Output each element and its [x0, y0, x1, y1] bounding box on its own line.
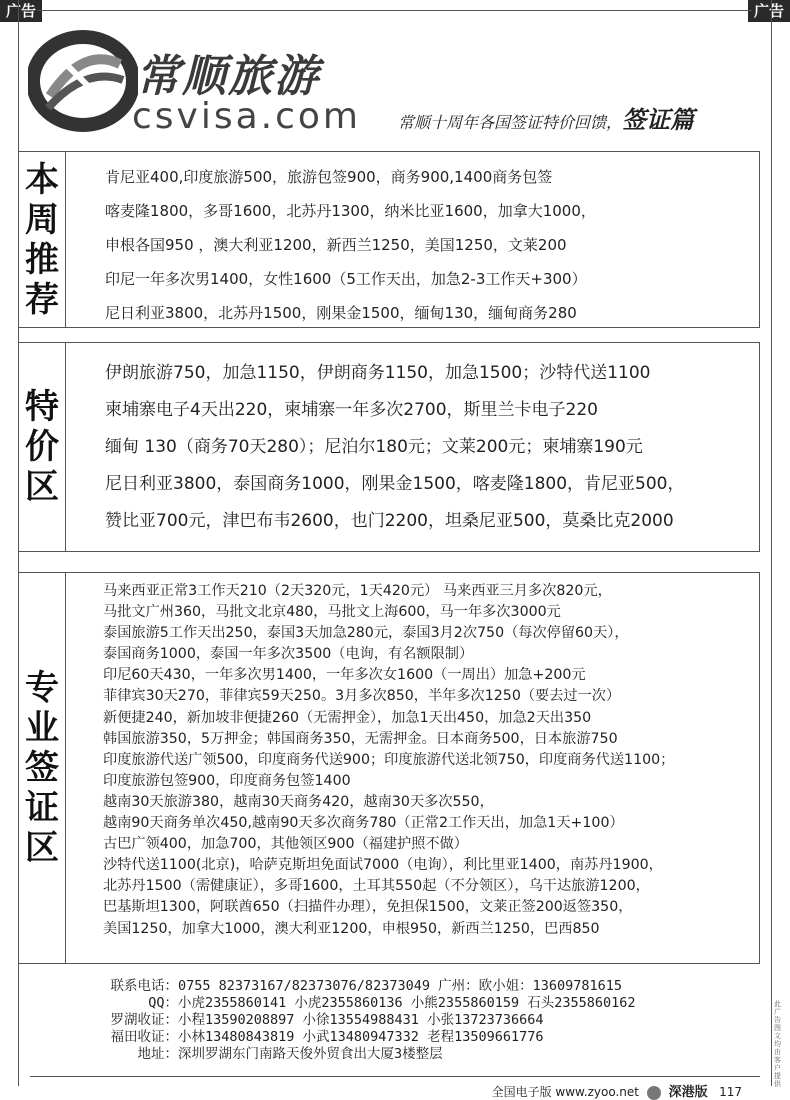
- list-item: 马来西亚正常3工作天210（2天320元，1天420元） 马来西亚三月多次820元，: [103, 583, 612, 599]
- contact-row: 联系电话：0755 82373167/82373076/82373049 广州：欧小姐：13609781615: [110, 978, 622, 994]
- list-item: 巴基斯坦1300，阿联酋650（扫描件办理），免担保1500，文莱正签200返签350，: [103, 899, 633, 916]
- tagline-main: 常顺十周年各国签证特价回馈，: [398, 113, 623, 132]
- footer-divider: [30, 1076, 760, 1077]
- footer-site: www.zyoo.net: [555, 1085, 639, 1099]
- list-item: 越南90天商务单次450,越南90天多次商务780（正常2工作天出，加急1天+100）: [103, 815, 624, 832]
- list-item: 越南30天旅游380，越南30天商务420，越南30天多次550，: [103, 793, 494, 810]
- tagline-emphasis: 签证篇: [622, 106, 695, 134]
- footer-label: 全国电子版: [491, 1085, 552, 1099]
- list-item: 新便捷240，新加坡非便捷260（无需押金），加急1天出450，加急2天出350: [103, 709, 592, 726]
- list-item: 沙特代送1100(北京)，哈萨克斯坦免面试7000（电询），利比里亚1400，南苏丹1900，: [103, 857, 663, 874]
- section-title: 本 周 推 荐: [19, 152, 66, 327]
- list-item: 尼日利亚3800，北苏丹1500，刚果金1500，缅甸130，缅甸商务280: [105, 304, 577, 322]
- list-item: 美国1250，加拿大1000，澳大利亚1200，申根950，新西兰1250，巴西850: [103, 920, 600, 937]
- brand-logo: [28, 26, 368, 136]
- list-item: 伊朗旅游750，加急1150，伊朗商务1150，加急1500；沙特代送1100: [105, 363, 651, 383]
- section-special-offers: [18, 342, 760, 552]
- section-body: [65, 573, 759, 963]
- side-disclaimer: 此广告图文均由客户提供: [774, 1000, 781, 1088]
- section-professional-visa: [18, 572, 760, 964]
- list-item: 尼日利亚3800，泰国商务1000，刚果金1500，喀麦隆1800，肯尼亚500，: [105, 474, 685, 494]
- contact-row: QQ：小虎2355860141 小虎2355860136 小熊2355860159 石头2355860162: [148, 995, 636, 1011]
- list-item: 肯尼亚400,印度旅游500，旅游包签900，商务900,1400商务包签: [105, 168, 553, 186]
- list-item: 韩国旅游350，5万押金；韩国商务350，无需押金。日本商务500，日本旅游750: [103, 730, 618, 747]
- contact-row: 地址：深圳罗湖东门南路天俊外贸食出大厦3楼整层: [137, 1046, 443, 1062]
- contact-row: 福田收证：小林13480843819 小武13480947332 老程13509661776: [110, 1029, 544, 1045]
- list-item: 申根各国950 ，澳大利亚1200，新西兰1250，美国1250，文莱200: [105, 236, 567, 254]
- list-item: 印尼一年多次男1400，女性1600（5工作天出，加急2-3工作天+300）: [105, 270, 587, 288]
- list-item: 柬埔寨电子4天出220，柬埔寨一年多次2700，斯里兰卡电子220: [105, 400, 598, 420]
- list-item: 北苏丹1500（需健康证），多哥1600，土耳其550起（不分领区），乌干达旅游1200，: [103, 878, 650, 895]
- logo-url: csvisa.com: [132, 96, 362, 137]
- section-title: 专 业 签 证 区: [19, 573, 66, 963]
- footer-edition: 深港版: [668, 1085, 708, 1100]
- page-number: 117: [719, 1085, 742, 1099]
- ad-label-right: 广告: [748, 0, 790, 22]
- list-item: 泰国商务1000，泰国一年多次3500（电询，有名额限制）: [103, 646, 474, 663]
- list-item: 缅甸 130（商务70天280）；尼泊尔180元；文莱200元；柬埔寨190元: [105, 437, 643, 457]
- swirl-logo-icon: [28, 26, 138, 136]
- publisher-badge-icon: [647, 1086, 661, 1100]
- contact-row: 罗湖收证：小程13590208897 小徐13554988431 小张13723736664: [110, 1012, 544, 1028]
- section-title: 特 价 区: [19, 343, 66, 551]
- logo-chinese-name: 常顺旅游: [136, 51, 320, 102]
- tagline: [398, 100, 694, 135]
- section-weekly-picks: [18, 151, 760, 328]
- contact-info: [100, 978, 636, 1063]
- list-item: 菲律宾30天270，菲律宾59天250。3月多次850，半年多次1250（要去过一次）: [103, 688, 621, 705]
- section-body: [65, 343, 759, 551]
- section-body: [65, 152, 759, 327]
- page-footer: [492, 1081, 742, 1100]
- list-item: 喀麦隆1800，多哥1600，北苏丹1300，纳米比亚1600，加拿大1000，: [105, 202, 596, 220]
- ad-label-left: 广告: [0, 0, 42, 22]
- list-item: 印尼60天430，一年多次男1400，一年多次女1600（一周出）加急+200元: [103, 667, 586, 684]
- top-frame-line: [38, 10, 752, 11]
- right-frame-line: [771, 0, 772, 1086]
- list-item: 马批文广州360，马批文北京480，马批文上海600，马一年多次3000元: [103, 604, 561, 621]
- list-item: 赞比亚700元，津巴布韦2600，也门2200，坦桑尼亚500，莫桑比克2000: [105, 511, 674, 531]
- list-item: 印度旅游包签900，印度商务包签1400: [103, 772, 351, 789]
- list-item: 印度旅游代送广领500，印度商务代送900；印度旅游代送北领750，印度商务代送1100；: [103, 751, 675, 768]
- list-item: 古巴广领400，加急700，其他领区900（福建护照不做）: [103, 836, 468, 853]
- list-item: 泰国旅游5工作天出250，泰国3天加急280元，泰国3月2次750（每次停留60天），: [103, 625, 629, 642]
